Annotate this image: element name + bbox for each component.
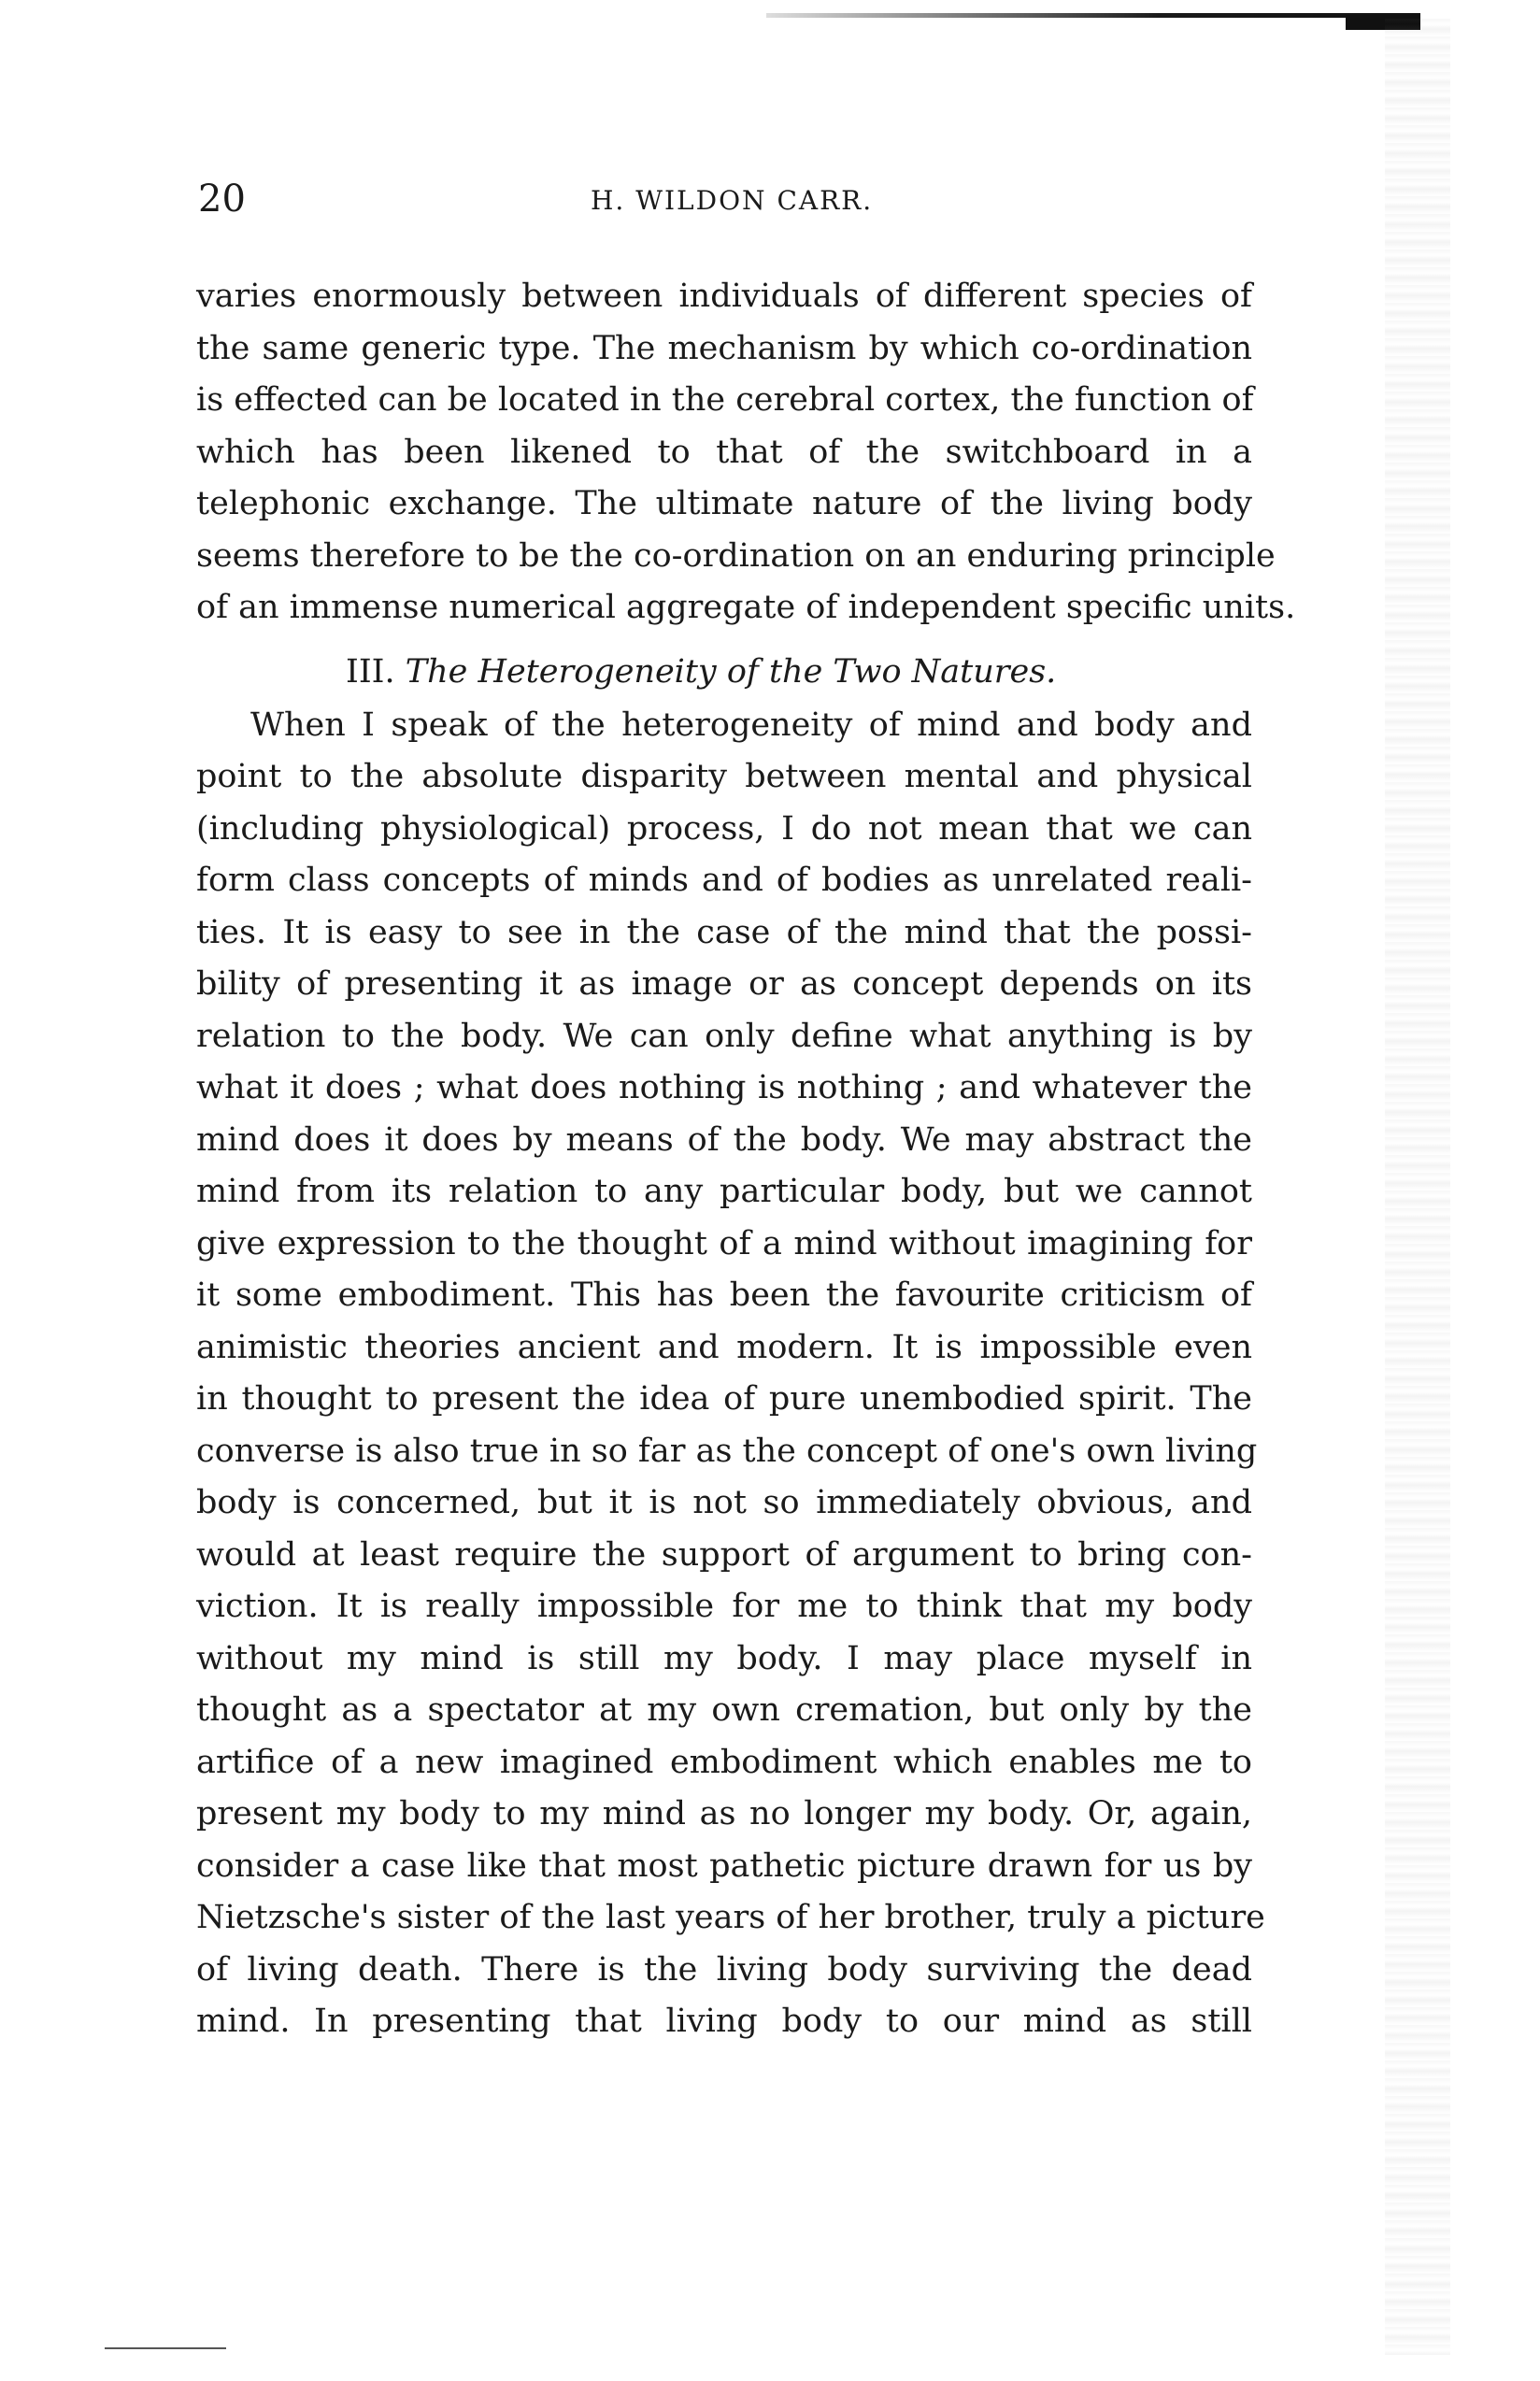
text-line: in thought to present the idea of pure unembodied spirit. The <box>196 1380 1252 1418</box>
section-title: The Heterogeneity of the Two Natures. <box>405 652 1057 691</box>
text-line: it some embodiment. This has been the favourite criticism of <box>196 1276 1252 1314</box>
text-line: give expression to the thought of a mind without imagining for <box>196 1224 1252 1262</box>
text-line: of living death. There is the living body surviving the dead <box>196 1950 1252 1989</box>
page-header <box>198 178 1254 224</box>
text-line: mind from its relation to any particular body, but we cannot <box>196 1173 1252 1210</box>
text-line: mind does it does by means of the body. We may abstract the <box>196 1120 1252 1159</box>
bottom-scan-rule <box>105 2347 226 2349</box>
text-line: viction. It is really impossible for me to think that my body <box>196 1588 1252 1625</box>
text-line: ties. It is easy to see in the case of the mind that the possi- <box>196 913 1252 951</box>
page-number: 20 <box>198 178 246 221</box>
text-line: bility of presenting it as image or as concept depends on its <box>196 965 1252 1003</box>
text-line: telephonic exchange. The ultimate nature of the living body <box>196 485 1252 522</box>
text-line: what it does ; what does nothing is nothing ; and whatever the <box>196 1069 1252 1106</box>
text-line: which has been likened to that of the switchboard in a <box>196 433 1252 471</box>
text-line: artifice of a new imagined embodiment which enables me to <box>196 1743 1252 1781</box>
text-line: animistic theories ancient and modern. It is impossible even <box>196 1328 1252 1366</box>
text-line: seems therefore to be the co-ordination on an enduring principle <box>196 536 1276 575</box>
section-number: III. <box>346 652 395 691</box>
text-line: body is concerned, but it is not so immediately obvious, and <box>196 1484 1252 1521</box>
text-line: is effected can be located in the cerebral cortex, the function of <box>196 381 1254 419</box>
text-line: present my body to my mind as no longer my body. Or, again, <box>196 1795 1252 1832</box>
text-line: thought as a spectator at my own cremation, but only by the <box>196 1691 1252 1729</box>
text-line: converse is also true in so far as the concept of one's own living <box>196 1432 1258 1470</box>
paragraph-1 <box>196 271 1296 634</box>
text-line: (including physiological) process, I do not mean that we can <box>196 809 1252 848</box>
text-line: When I speak of the heterogeneity of mind and body and <box>250 706 1252 744</box>
text-line: Nietzsche's sister of the last years of her brother, truly a picture <box>196 1899 1265 1936</box>
text-line: of an immense numerical aggregate of independent specific units. <box>196 589 1296 626</box>
text-line: consider a case like that most pathetic picture drawn for us by <box>196 1846 1252 1885</box>
text-line: form class concepts of minds and of bodies as unrelated reali- <box>196 862 1252 899</box>
text-line: would at least require the support of argument to bring con- <box>196 1535 1252 1574</box>
text-line: varies enormously between individuals of different species of <box>196 278 1252 315</box>
top-scan-rule <box>766 13 1420 18</box>
body-text <box>196 271 1296 2048</box>
text-line: without my mind is still my body. I may place myself in <box>196 1639 1252 1677</box>
text-line: the same generic type. The mechanism by which co-ordination <box>196 329 1252 367</box>
text-line: relation to the body. We can only define what anything is by <box>196 1017 1252 1055</box>
text-line: point to the absolute disparity between mental and physical <box>196 758 1252 795</box>
section-heading <box>196 634 1252 700</box>
paragraph-2 <box>196 700 1265 2048</box>
page-edge-shadow <box>1385 19 1450 2355</box>
running-head: H. WILDON CARR. <box>591 185 874 216</box>
text-line: mind. In presenting that living body to our mind as still <box>196 2003 1252 2040</box>
